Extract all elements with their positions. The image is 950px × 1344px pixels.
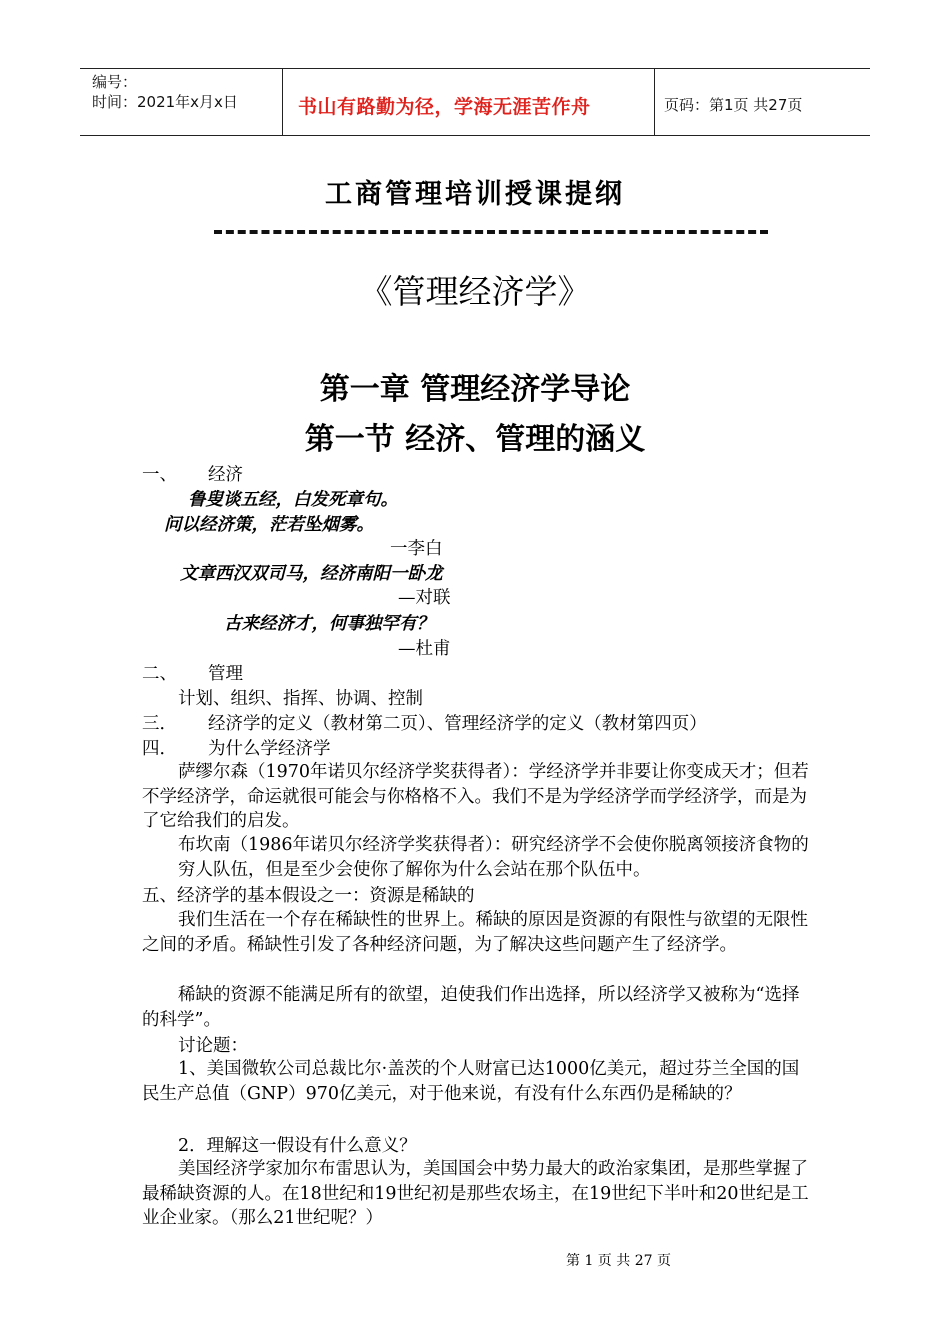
header-divider-right — [654, 68, 655, 135]
item-three-heading: 经济学的定义（教材第二页）、管理经济学的定义（教材第四页） — [208, 714, 707, 734]
poem-line-4: 古来经济才，何事独罕有？ — [224, 614, 434, 634]
scarcity-paragraph-2: 稀缺的资源不能满足所有的欲望，迫使我们作出选择，所以经济学又被称为“选择的科学”。 — [142, 985, 800, 1030]
item-three-number: 三． — [142, 714, 177, 734]
galbraith-paragraph: 美国经济学家加尔布雷思认为，美国国会中势力最大的政治家集团，是那些掌握了最稀缺资源的人。在18世纪和19世纪初是那些农场主，在19世纪下半叶和20世纪是工业企业家。（那么21世纪呢？） — [142, 1159, 809, 1228]
chapter-heading: 第一章 管理经济学导论 — [319, 372, 631, 407]
question-2: 2．理解这一假设有什么意义？ — [178, 1136, 417, 1156]
book-title: 《管理经济学》 — [359, 272, 591, 311]
header-top-border — [80, 68, 870, 69]
discussion-label: 讨论题： — [178, 1036, 248, 1056]
poem-line-2: 问以经济策，茫若坠烟雾。 — [164, 515, 374, 535]
item-one-number: 一、 — [142, 465, 177, 485]
poem-attribution-1: 一李白 — [390, 539, 443, 559]
poem-attribution-3: —杜甫 — [398, 639, 451, 659]
title-divider-rule — [214, 230, 768, 234]
samuelson-paragraph: 萨缪尔森（1970年诺贝尔经济学奖获得者）：学经济学并非要让你变成天才；但若不学经济学，命运就很可能会与你格格不入。我们不是为学经济学而学经济学，而是为了它给我们的启发。 — [142, 762, 809, 831]
poem-attribution-2: —对联 — [398, 588, 451, 608]
item-four-heading: 为什么学经济学 — [208, 739, 331, 759]
item-five-heading: 五、经济学的基本假设之一：资源是稀缺的 — [142, 886, 475, 906]
question-1: 1、美国微软公司总裁比尔·盖茨的个人财富已达1000亿美元，超过芬兰全国的国民生产总值（GNP）970亿美元，对于他来说，有没有什么东西仍是稀缺的？ — [142, 1059, 800, 1104]
doc-number-label: 编号： — [92, 73, 138, 91]
item-two-subtext: 计划、组织、指挥、协调、控制 — [178, 689, 423, 709]
header-bottom-border — [80, 135, 870, 136]
header-divider-left — [282, 68, 283, 135]
item-two-heading: 管理 — [208, 664, 243, 684]
item-two-number: 二、 — [142, 664, 177, 684]
header-motto: 书山有路勤为径，学海无涯苦作舟 — [298, 96, 591, 118]
item-one-heading: 经济 — [208, 465, 243, 485]
header-page-label: 页码：第1页 共27页 — [664, 96, 803, 114]
document-title: 工商管理培训授课提纲 — [325, 179, 625, 210]
buchanan-paragraph: 布坎南（1986年诺贝尔经济学奖获得者）：研究经济学不会使你脱离领接济食物的穷人队伍，但是至少会使你了解你为什么会站在那个队伍中。 — [178, 835, 809, 880]
scarcity-paragraph-1: 我们生活在一个存在稀缺性的世界上。稀缺的原因是资源的有限性与欲望的无限性之间的矛盾。稀缺性引发了各种经济问题，为了解决这些问题产生了经济学。 — [142, 910, 808, 955]
section-heading: 第一节 经济、管理的涵义 — [304, 422, 646, 457]
poem-line-1: 鲁叟谈五经，白发死章句。 — [188, 490, 398, 510]
poem-line-3: 文章西汉双司马，经济南阳一卧龙 — [180, 564, 443, 584]
doc-date-label: 时间：2021年x月x日 — [92, 93, 238, 111]
item-four-number: 四． — [142, 739, 177, 759]
page-footer: 第 1 页 共 27 页 — [566, 1253, 671, 1269]
